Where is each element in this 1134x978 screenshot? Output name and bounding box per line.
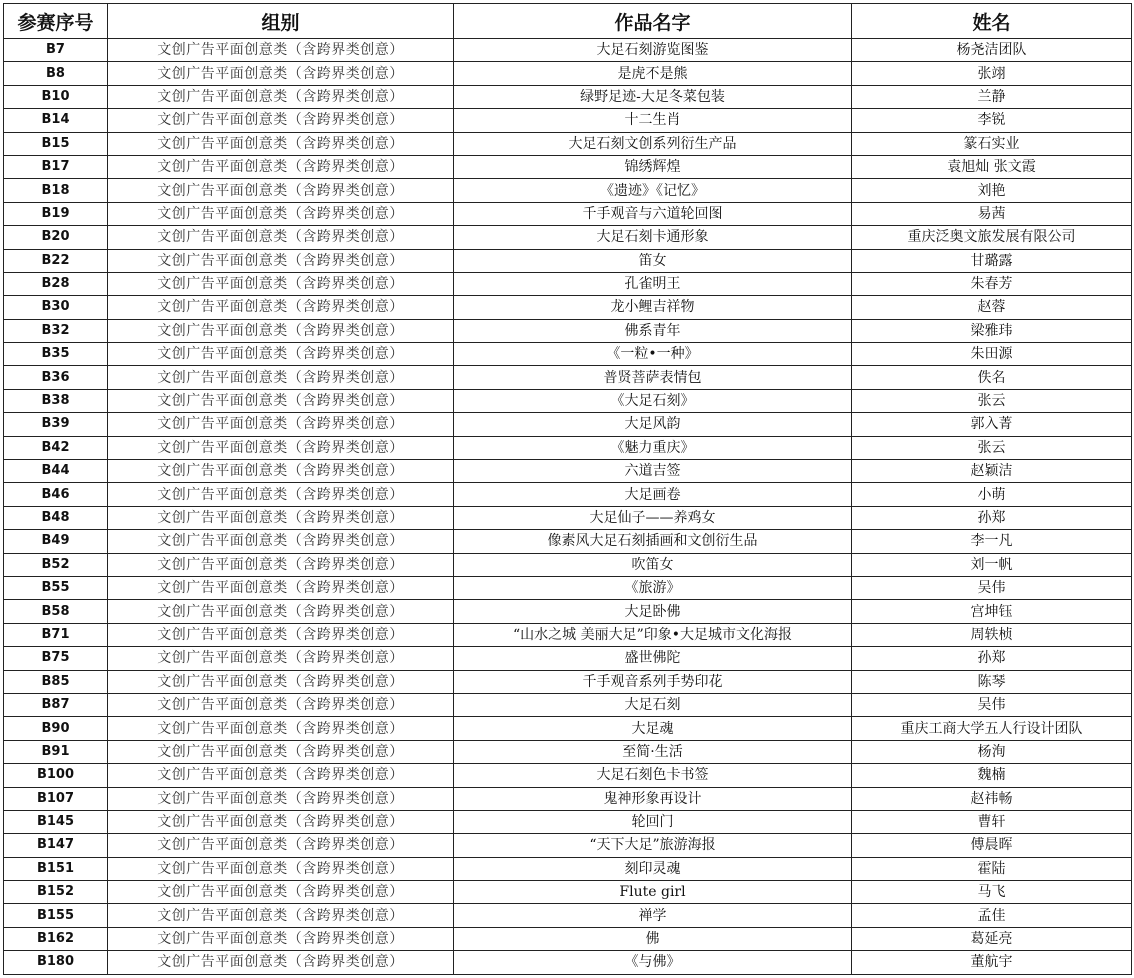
cell-author-name: 易茜: [852, 202, 1132, 225]
cell-entry-number: B49: [4, 530, 108, 553]
cell-author-name: 陈琴: [852, 670, 1132, 693]
cell-group: 文创广告平面创意类（含跨界类创意）: [108, 272, 454, 295]
cell-group: 文创广告平面创意类（含跨界类创意）: [108, 483, 454, 506]
cell-author-name: 李锐: [852, 109, 1132, 132]
cell-author-name: 魏楠: [852, 764, 1132, 787]
cell-group: 文创广告平面创意类（含跨界类创意）: [108, 436, 454, 459]
cell-group: 文创广告平面创意类（含跨界类创意）: [108, 389, 454, 412]
cell-entry-number: B90: [4, 717, 108, 740]
cell-entry-number: B44: [4, 460, 108, 483]
cell-group: 文创广告平面创意类（含跨界类创意）: [108, 39, 454, 62]
cell-author-name: 佚名: [852, 366, 1132, 389]
cell-entry-number: B152: [4, 881, 108, 904]
cell-author-name: 张翊: [852, 62, 1132, 85]
cell-work-title: 大足卧佛: [454, 600, 852, 623]
table-row: [4, 366, 1132, 389]
table-row: [4, 693, 1132, 716]
cell-group: 文创广告平面创意类（含跨界类创意）: [108, 810, 454, 833]
cell-group: 文创广告平面创意类（含跨界类创意）: [108, 506, 454, 529]
cell-author-name: 刘一帆: [852, 553, 1132, 576]
cell-work-title: 禅学: [454, 904, 852, 927]
cell-author-name: 孙郑: [852, 647, 1132, 670]
cell-group: 文创广告平面创意类（含跨界类创意）: [108, 647, 454, 670]
cell-author-name: 董航宇: [852, 951, 1132, 974]
table-row: [4, 389, 1132, 412]
cell-author-name: 兰静: [852, 85, 1132, 108]
cell-entry-number: B180: [4, 951, 108, 974]
table-row: [4, 319, 1132, 342]
cell-author-name: 杨洵: [852, 740, 1132, 763]
table-row: [4, 764, 1132, 787]
table-row: [4, 85, 1132, 108]
cell-entry-number: B39: [4, 413, 108, 436]
cell-work-title: 大足仙子——养鸡女: [454, 506, 852, 529]
cell-group: 文创广告平面创意类（含跨界类创意）: [108, 226, 454, 249]
table-body: [4, 39, 1132, 975]
cell-entry-number: B55: [4, 576, 108, 599]
cell-work-title: 鬼神形象再设计: [454, 787, 852, 810]
cell-entry-number: B162: [4, 927, 108, 950]
cell-author-name: 篆石实业: [852, 132, 1132, 155]
cell-entry-number: B14: [4, 109, 108, 132]
table-row: [4, 155, 1132, 178]
table-row: [4, 132, 1132, 155]
cell-group: 文创广告平面创意类（含跨界类创意）: [108, 85, 454, 108]
table-row: [4, 904, 1132, 927]
cell-work-title: 大足魂: [454, 717, 852, 740]
cell-author-name: 朱田源: [852, 343, 1132, 366]
header-work-title: 作品名字: [454, 4, 852, 39]
cell-group: 文创广告平面创意类（含跨界类创意）: [108, 834, 454, 857]
table-row: [4, 460, 1132, 483]
cell-work-title: 《魅力重庆》: [454, 436, 852, 459]
cell-work-title: 吹笛女: [454, 553, 852, 576]
cell-author-name: 霍陆: [852, 857, 1132, 880]
header-row: [4, 4, 1132, 39]
cell-entry-number: B58: [4, 600, 108, 623]
cell-group: 文创广告平面创意类（含跨界类创意）: [108, 366, 454, 389]
cell-entry-number: B71: [4, 623, 108, 646]
table-row: [4, 202, 1132, 225]
cell-author-name: 郭入菁: [852, 413, 1132, 436]
cell-author-name: 吴伟: [852, 576, 1132, 599]
table-row: [4, 109, 1132, 132]
cell-author-name: 葛延亮: [852, 927, 1132, 950]
cell-work-title: 笛女: [454, 249, 852, 272]
table-row: [4, 600, 1132, 623]
table-row: [4, 343, 1132, 366]
table-row: [4, 857, 1132, 880]
cell-entry-number: B46: [4, 483, 108, 506]
cell-author-name: 宫坤钰: [852, 600, 1132, 623]
cell-work-title: 十二生肖: [454, 109, 852, 132]
cell-author-name: 袁旭灿 张文霞: [852, 155, 1132, 178]
cell-work-title: 锦绣辉煌: [454, 155, 852, 178]
cell-entry-number: B8: [4, 62, 108, 85]
cell-work-title: 六道吉签: [454, 460, 852, 483]
cell-entry-number: B36: [4, 366, 108, 389]
cell-group: 文创广告平面创意类（含跨界类创意）: [108, 787, 454, 810]
cell-group: 文创广告平面创意类（含跨界类创意）: [108, 904, 454, 927]
table-row: [4, 810, 1132, 833]
cell-group: 文创广告平面创意类（含跨界类创意）: [108, 927, 454, 950]
table-row: [4, 647, 1132, 670]
cell-entry-number: B32: [4, 319, 108, 342]
cell-entry-number: B28: [4, 272, 108, 295]
table-row: [4, 740, 1132, 763]
table-row: [4, 576, 1132, 599]
cell-author-name: 马飞: [852, 881, 1132, 904]
cell-group: 文创广告平面创意类（含跨界类创意）: [108, 109, 454, 132]
cell-entry-number: B35: [4, 343, 108, 366]
cell-work-title: 大足石刻文创系列衍生产品: [454, 132, 852, 155]
cell-entry-number: B52: [4, 553, 108, 576]
table-row: [4, 553, 1132, 576]
table-row: [4, 179, 1132, 202]
table-row: [4, 834, 1132, 857]
cell-author-name: 赵颖洁: [852, 460, 1132, 483]
table-row: [4, 226, 1132, 249]
cell-entry-number: B75: [4, 647, 108, 670]
cell-entry-number: B155: [4, 904, 108, 927]
table-row: [4, 413, 1132, 436]
table-row: [4, 296, 1132, 319]
table-row: [4, 787, 1132, 810]
cell-work-title: 《旅游》: [454, 576, 852, 599]
cell-group: 文创广告平面创意类（含跨界类创意）: [108, 857, 454, 880]
cell-author-name: 朱春芳: [852, 272, 1132, 295]
cell-work-title: 大足石刻卡通形象: [454, 226, 852, 249]
cell-group: 文创广告平面创意类（含跨界类创意）: [108, 249, 454, 272]
cell-author-name: 孙郑: [852, 506, 1132, 529]
table-row: [4, 951, 1132, 974]
cell-work-title: 大足风韵: [454, 413, 852, 436]
cell-work-title: 绿野足迹-大足冬菜包装: [454, 85, 852, 108]
cell-group: 文创广告平面创意类（含跨界类创意）: [108, 600, 454, 623]
cell-author-name: 张云: [852, 389, 1132, 412]
cell-entry-number: B18: [4, 179, 108, 202]
cell-work-title: 龙小鲤吉祥物: [454, 296, 852, 319]
cell-author-name: 杨尧洁团队: [852, 39, 1132, 62]
cell-author-name: 孟佳: [852, 904, 1132, 927]
table-row: [4, 249, 1132, 272]
cell-author-name: 赵蓉: [852, 296, 1132, 319]
cell-author-name: 赵祎畅: [852, 787, 1132, 810]
table-row: [4, 483, 1132, 506]
cell-author-name: 吴伟: [852, 693, 1132, 716]
cell-group: 文创广告平面创意类（含跨界类创意）: [108, 623, 454, 646]
cell-group: 文创广告平面创意类（含跨界类创意）: [108, 202, 454, 225]
table-row: [4, 530, 1132, 553]
cell-work-title: 是虎不是熊: [454, 62, 852, 85]
cell-work-title: 至简·生活: [454, 740, 852, 763]
cell-work-title: 《大足石刻》: [454, 389, 852, 412]
cell-work-title: Flute girl: [454, 881, 852, 904]
cell-group: 文创广告平面创意类（含跨界类创意）: [108, 576, 454, 599]
cell-group: 文创广告平面创意类（含跨界类创意）: [108, 132, 454, 155]
cell-work-title: 普贤菩萨表情包: [454, 366, 852, 389]
header-entry-number: 参赛序号: [4, 4, 108, 39]
cell-entry-number: B38: [4, 389, 108, 412]
cell-entry-number: B91: [4, 740, 108, 763]
cell-work-title: 大足石刻色卡书签: [454, 764, 852, 787]
cell-work-title: 盛世佛陀: [454, 647, 852, 670]
cell-group: 文创广告平面创意类（含跨界类创意）: [108, 881, 454, 904]
table-row: [4, 927, 1132, 950]
cell-group: 文创广告平面创意类（含跨界类创意）: [108, 62, 454, 85]
cell-group: 文创广告平面创意类（含跨界类创意）: [108, 343, 454, 366]
cell-entry-number: B85: [4, 670, 108, 693]
cell-work-title: 像素风大足石刻插画和文创衍生品: [454, 530, 852, 553]
cell-group: 文创广告平面创意类（含跨界类创意）: [108, 460, 454, 483]
cell-entry-number: B87: [4, 693, 108, 716]
cell-group: 文创广告平面创意类（含跨界类创意）: [108, 764, 454, 787]
cell-entry-number: B42: [4, 436, 108, 459]
cell-author-name: 小萌: [852, 483, 1132, 506]
cell-work-title: 轮回门: [454, 810, 852, 833]
cell-group: 文创广告平面创意类（含跨界类创意）: [108, 296, 454, 319]
cell-author-name: 甘璐露: [852, 249, 1132, 272]
cell-work-title: 孔雀明王: [454, 272, 852, 295]
cell-work-title: 千手观音系列手势印花: [454, 670, 852, 693]
cell-author-name: 重庆泛奥文旅发展有限公司: [852, 226, 1132, 249]
table-row: [4, 881, 1132, 904]
table-row: [4, 623, 1132, 646]
cell-work-title: 《与佛》: [454, 951, 852, 974]
cell-entry-number: B17: [4, 155, 108, 178]
cell-entry-number: B22: [4, 249, 108, 272]
cell-author-name: 重庆工商大学五人行设计团队: [852, 717, 1132, 740]
cell-entry-number: B107: [4, 787, 108, 810]
cell-entry-number: B19: [4, 202, 108, 225]
table-row: [4, 436, 1132, 459]
entries-table: [3, 3, 1132, 975]
cell-author-name: 张云: [852, 436, 1132, 459]
cell-work-title: 《遗迹》《记忆》: [454, 179, 852, 202]
cell-entry-number: B151: [4, 857, 108, 880]
cell-work-title: 大足石刻: [454, 693, 852, 716]
cell-author-name: 刘艳: [852, 179, 1132, 202]
cell-work-title: “山水之城 美丽大足”印象•大足城市文化海报: [454, 623, 852, 646]
cell-group: 文创广告平面创意类（含跨界类创意）: [108, 670, 454, 693]
cell-entry-number: B145: [4, 810, 108, 833]
table-row: [4, 62, 1132, 85]
cell-author-name: 梁雅玮: [852, 319, 1132, 342]
cell-group: 文创广告平面创意类（含跨界类创意）: [108, 413, 454, 436]
cell-work-title: 大足石刻游览图鉴: [454, 39, 852, 62]
cell-entry-number: B15: [4, 132, 108, 155]
cell-group: 文创广告平面创意类（含跨界类创意）: [108, 951, 454, 974]
cell-entry-number: B30: [4, 296, 108, 319]
table-row: [4, 506, 1132, 529]
cell-work-title: 《一粒•一种》: [454, 343, 852, 366]
cell-entry-number: B20: [4, 226, 108, 249]
cell-group: 文创广告平面创意类（含跨界类创意）: [108, 693, 454, 716]
cell-author-name: 傅晨晖: [852, 834, 1132, 857]
cell-entry-number: B100: [4, 764, 108, 787]
table-row: [4, 717, 1132, 740]
cell-author-name: 周轶桢: [852, 623, 1132, 646]
cell-group: 文创广告平面创意类（含跨界类创意）: [108, 717, 454, 740]
cell-group: 文创广告平面创意类（含跨界类创意）: [108, 155, 454, 178]
cell-author-name: 曹轩: [852, 810, 1132, 833]
cell-author-name: 李一凡: [852, 530, 1132, 553]
cell-entry-number: B10: [4, 85, 108, 108]
cell-group: 文创广告平面创意类（含跨界类创意）: [108, 179, 454, 202]
cell-group: 文创广告平面创意类（含跨界类创意）: [108, 530, 454, 553]
cell-group: 文创广告平面创意类（含跨界类创意）: [108, 319, 454, 342]
header-author-name: 姓名: [852, 4, 1132, 39]
cell-entry-number: B7: [4, 39, 108, 62]
cell-work-title: 佛系青年: [454, 319, 852, 342]
cell-entry-number: B48: [4, 506, 108, 529]
table-row: [4, 39, 1132, 62]
cell-group: 文创广告平面创意类（含跨界类创意）: [108, 740, 454, 763]
table-header: [4, 4, 1132, 39]
cell-work-title: 刻印灵魂: [454, 857, 852, 880]
table-row: [4, 272, 1132, 295]
cell-work-title: 大足画卷: [454, 483, 852, 506]
header-group: 组别: [108, 4, 454, 39]
cell-work-title: 佛: [454, 927, 852, 950]
cell-entry-number: B147: [4, 834, 108, 857]
cell-group: 文创广告平面创意类（含跨界类创意）: [108, 553, 454, 576]
cell-work-title: 千手观音与六道轮回图: [454, 202, 852, 225]
cell-work-title: “天下大足”旅游海报: [454, 834, 852, 857]
table-row: [4, 670, 1132, 693]
